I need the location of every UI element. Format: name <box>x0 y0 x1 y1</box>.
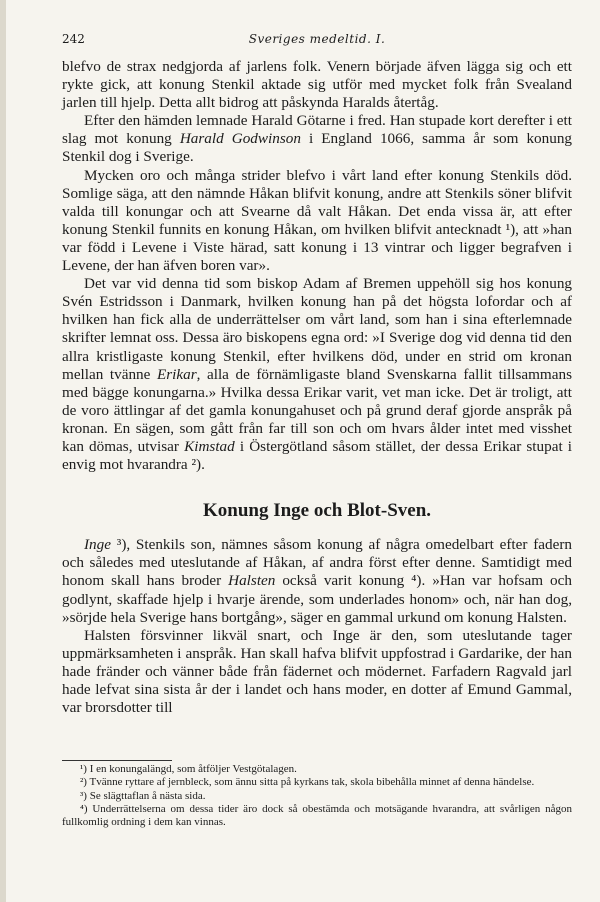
footnote-rule <box>62 760 172 761</box>
italic-name: Inge <box>84 536 111 554</box>
italic-name: Erikar <box>156 365 197 383</box>
page-header <box>62 32 572 52</box>
footnote: ³) Se slägttaflan å nästa sida. <box>80 789 206 802</box>
page-edge <box>0 0 6 902</box>
section-title: Konung Inge och Blot-Sven. <box>202 500 432 522</box>
footnotes <box>62 760 572 829</box>
body-text <box>62 58 572 717</box>
footnote: ⁴) Underrättelserna om dessa tider äro dock så obestämda och motsägande hvarandra, att svårligen någon fullkomlig ordning i dem kan vinnas. <box>62 802 572 829</box>
footnote: ¹) I en konungalängd, som åtföljer Vestgötalagen. <box>80 763 297 775</box>
paragraph: Mycken oro och många strider blefvo i vårt land efter konung Stenkils död. Somlige säga, att den nämnde Håkan blifvit konung, andre att Stenkils söner blifvit valda till konungar och att Svearne då valt Håkan. Det enda vissa är, att efter konung Stenkil funnits en konung Håkan, om hvilken blifvit antecknadt ¹), att »han var född i Levene i Viste härad, satt konung i 13 vintrar och ligger begrafven i Levene, der han äfven boren var». <box>62 166 572 275</box>
running-title: Sveriges medeltid. I. <box>248 32 386 46</box>
paragraph: Halsten försvinner likväl snart, och Inge är den, som uteslutande tager uppmärksamheten i anspråk. Han skall hafva blifvit uppfostrad i Gardarike, der han hade fränder och vänner både från fädernet och mödernet. Farfadern Ragvald jarl hade lefvat sina sista år der i landet och hans moder, en dotter af Emund Gammal, var brorsdotter till <box>62 626 572 717</box>
paragraph: blefvo de strax nedgjorda af jarlens folk. Venern började äfven lägga sig och ett rykte gick, att konung Stenkil aktade sig utför med mycket folk från Svealand jarlen till hjelp. Detta allt bidrog att påskynda Haralds återtåg. <box>62 58 572 112</box>
paragraph: Inge ³), Stenkils son, nämnes såsom konung af några omedelbart efter fadern och således med uteslutande af Håkan, af andra först efter denne. Samtidigt med honom skall hans broder Halsten också varit konung ⁴). »Han var hofsam och godlynt, skaffade hjelp i hvarje ärende, som underlades honom» och, när han dog, »sörjde hela Sverige hans bortgång», säger en gammal urkund om konung Halsten. <box>62 536 572 626</box>
italic-place: Kimstad <box>184 437 235 455</box>
italic-name: Harald Godwinson <box>179 130 301 148</box>
italic-name: Halsten <box>228 572 276 590</box>
page-number: 242 <box>62 32 85 46</box>
paragraph: Efter den hämden lemnade Harald Götarne i fred. Han stupade kort derefter i ett slag mot konung Harald Godwinson i England 1066, samma år som konung Stenkil dog i Sverige. <box>62 112 573 166</box>
footnote: ²) Tvänne ryttare af jernbleck, som ännu sitta på kyrkans tak, skola bibehålla minnet af denna händelse. <box>80 776 535 789</box>
paragraph: Det var vid denna tid som biskop Adam af Bremen uppehöll sig hos konung Svén Estridsson i Danmark, hvilken konung han på det högsta lofordar och af hvilken han fick alla de underrättelser om vårt land, som han i sina efterlemnade skrifter lemnat oss. Dessa äro biskopens egna ord: »I Sverige dog vid denna tid den allra kristligaste konung Stenkil, efter hvilkens död, under en strid om kronan mellan tvänne Erikar, alla de förnämligaste bland Svenskarna fallit tillsammans med bägge konungarna.» Hvilka dessa Erikar varit, vet man icke. Det är troligt, att de voro ättlingar af det gamla konungahuset och på grund deraf gjorde anspråk på kronan. En sägen, som gått från far till son och om hvars ålder intet med visshet kan dömas, utvisar Kimstad i Östergötland såsom stället, der dessa Erikar stupat i envig mot hvarandra ²). <box>62 275 573 474</box>
